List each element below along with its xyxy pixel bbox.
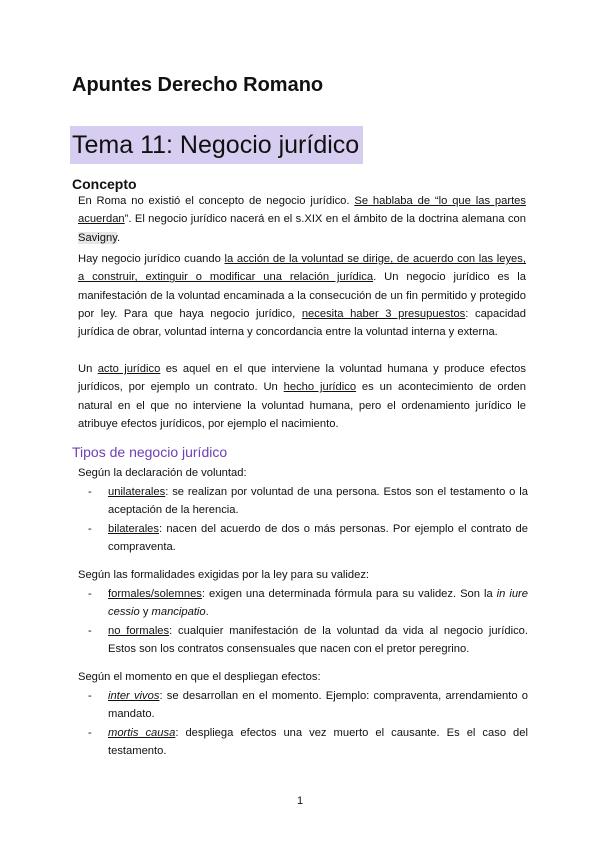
term: mortis causa [108,726,176,739]
term: formales/solemnes [108,588,202,600]
definition: : nacen del acuerdo de dos o más personas. Por ejemplo el contrato de compraventa. [108,522,528,553]
dash-bullet: - [88,726,92,739]
paragraph-concepto-1 [78,192,526,247]
bullet-list [88,687,528,760]
dash-bullet: - [88,624,92,637]
text: Hay negocio jurídico cuando [78,253,225,265]
text: ”. El negocio jurídico nacerá en el s.XIX en el ámbito de la doctrina alemana con [124,213,526,226]
classification-label: Según las formalidades exigidas por la ley para su validez: [78,569,370,581]
list-item [88,687,528,724]
term: no formales [108,624,170,637]
definition: : cualquier manifestación de la voluntad da vida al negocio jurídico. Estos son los contratos consensuales que nacen con el pretor peregrino. [108,624,529,655]
dash-bullet: - [88,690,92,702]
text: En Roma no existió el concepto de negocio jurídico. [78,195,355,207]
underlined-text: acto jurídico [97,363,161,375]
document-title: Apuntes Derecho Romano [72,74,324,96]
topic-heading: Tema 11: Negocio jurídico [70,126,363,164]
term: bilaterales [108,522,159,535]
section-heading-concepto: Concepto [72,176,137,192]
definition: : exigen una determinada fórmula para su validez. Son la [201,588,497,600]
definition: : despliega efectos una vez muerto el causante. Es el caso del testamento. [108,726,528,757]
paragraph-concepto-2 [78,250,526,341]
list-item [88,724,528,761]
text: . [116,231,121,244]
dash-bullet: - [88,486,92,498]
dash-bullet: - [88,522,92,535]
text: : capacidad jurídica de obrar, voluntad interna y concordancia entre la voluntad interna y externa. [78,307,526,339]
text: . Un negocio jurídico es la manifestación de la voluntad encaminada a la consecución de un fin permitido y protegido por ley. Para que haya negocio jurídico, [78,271,526,320]
italic-term: in iure cessio [108,588,528,619]
section-heading-tipos: Tipos de negocio jurídico [72,444,228,460]
list-item [88,483,528,520]
term: unilaterales [108,486,166,498]
definition: : se realizan por voluntad de una persona. Estos son el testamento o la aceptación de la herencia. [108,486,528,517]
underlined-text: hecho jurídico [283,381,357,394]
page-number: 1 [296,795,304,807]
text: y [139,606,152,619]
term: inter vivos [108,690,160,702]
underlined-text: necesita haber 3 presupuestos [301,307,466,320]
bullet-list [88,483,528,556]
paragraph-concepto-3 [78,360,526,433]
dash-bullet: - [88,588,92,600]
highlighted-text: Savigny [78,231,117,244]
classification-label: Según la declaración de voluntad: [78,467,247,479]
list-item [88,622,528,659]
classification-label: Según el momento en que el despliegan efectos: [78,671,321,683]
italic-term: mancipatio [151,606,206,619]
list-item [88,520,528,557]
underlined-text: Se hablaba de “lo que las partes acuerdan [78,195,526,226]
text: . [205,606,209,619]
list-item [88,585,528,622]
text: Un [78,363,98,375]
underlined-text: la acción de la voluntad se dirige, de acuerdo con las leyes, a construir, extinguir o modificar una relación jurídica [78,253,526,284]
definition: : se desarrollan en el momento. Ejemplo: compraventa, arrendamiento o mandato. [108,690,528,721]
bullet-list [88,585,528,658]
text: es un acontecimiento de orden natural en el que no interviene la voluntad humana, pero el ordenamiento jurídico le atribuye efectos jurídicos, por ejemplo el nacimiento. [78,381,526,430]
text: es aquel en el que interviene la voluntad humana y produce efectos jurídicos, por ejemplo un contrato. Un [78,363,527,394]
